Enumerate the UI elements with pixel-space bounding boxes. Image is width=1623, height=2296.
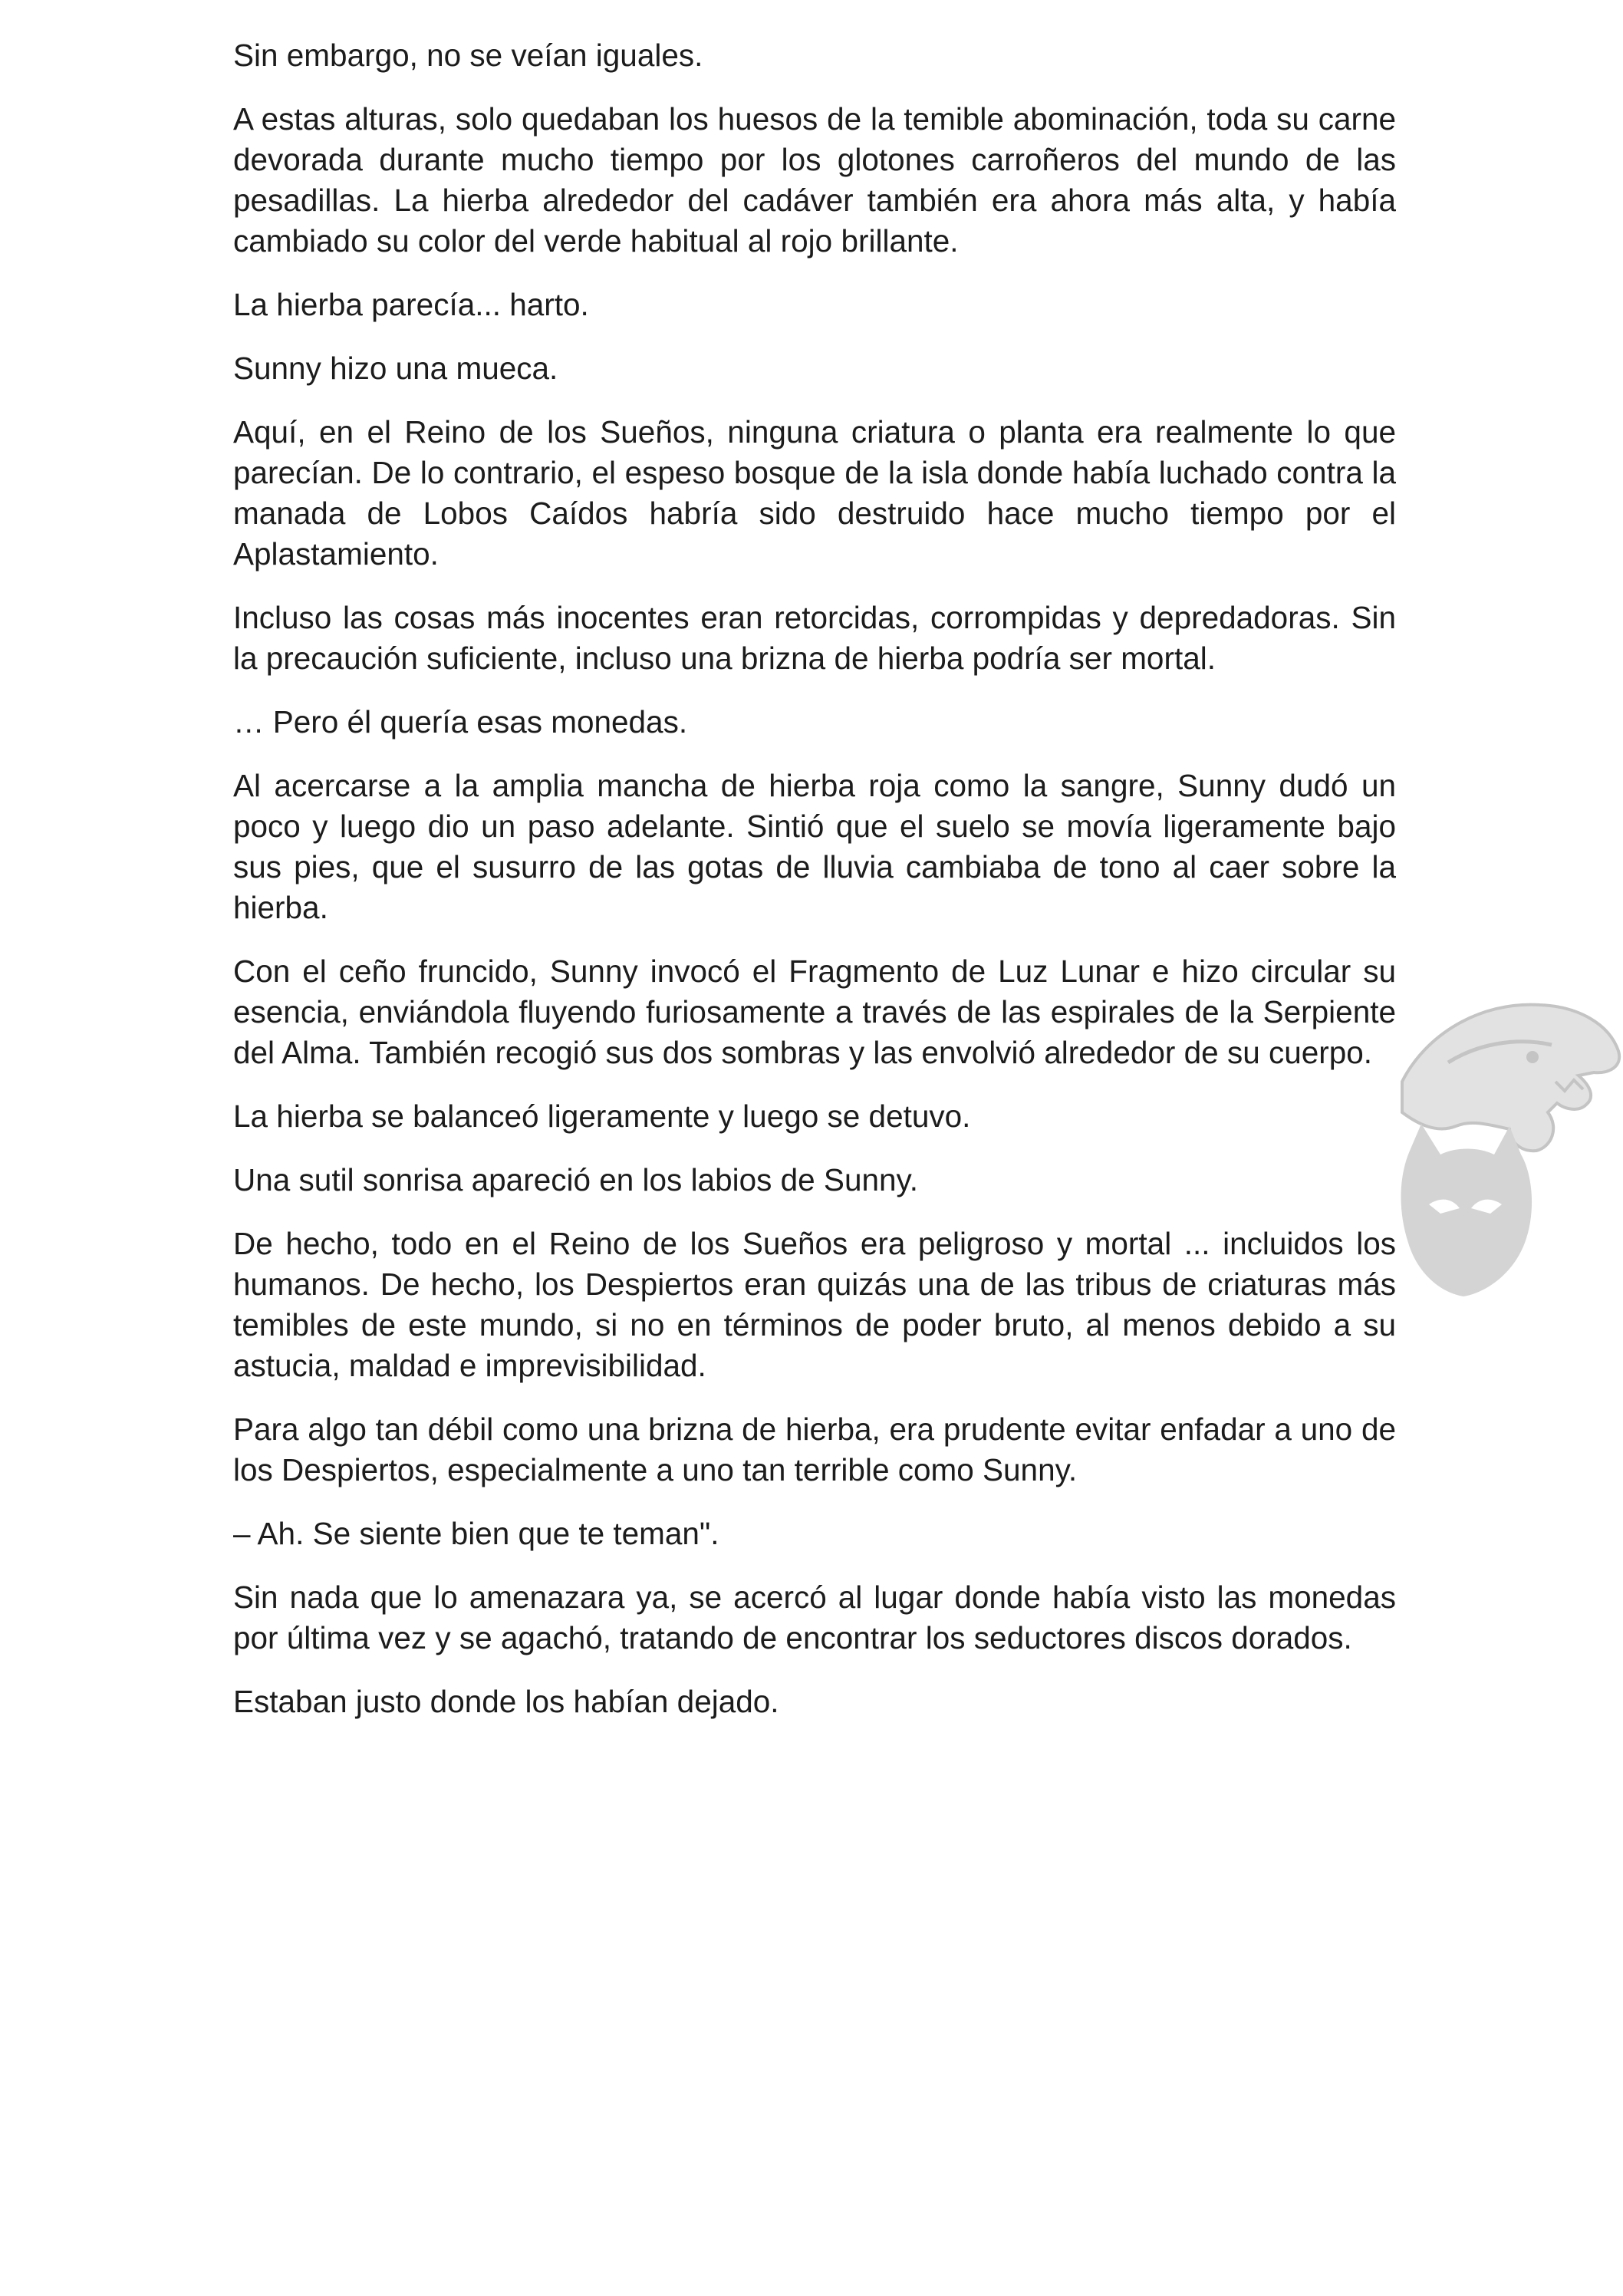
paragraph: Sin embargo, no se veían iguales. xyxy=(233,38,703,73)
paragraph: La hierba parecía... harto. xyxy=(233,287,589,322)
paragraph: Al acercarse a la amplia mancha de hierba roja como la sangre, Sunny dudó un poco y luego dio un paso adelante. Sintió que el suelo se movía ligeramente bajo sus pies, que el susurro de las gotas de lluvia cambiaba de tono al caer sobre la hierba. xyxy=(233,768,1396,925)
paragraph: Incluso las cosas más inocentes eran retorcidas, corrompidas y depredadoras. Sin la precaución suficiente, incluso una brizna de hierba podría ser mortal. xyxy=(233,600,1396,676)
dinosaur-devil-watermark-icon xyxy=(1394,990,1623,1300)
paragraph: Sin nada que lo amenazara ya, se acercó al lugar donde había visto las monedas por última vez y se agachó, tratando de encontrar los seductores discos dorados. xyxy=(233,1580,1396,1655)
paragraph: Con el ceño fruncido, Sunny invocó el Fragmento de Luz Lunar e hizo circular su esencia, enviándola fluyendo furiosamente a través de las espirales de la Serpiente del Alma. También recogió sus dos sombras y las envolvió alrededor de su cuerpo. xyxy=(233,954,1396,1070)
paragraph: Para algo tan débil como una brizna de hierba, era prudente evitar enfadar a uno de los Despiertos, especialmente a uno tan terrible como Sunny. xyxy=(233,1412,1396,1487)
paragraph: – Ah. Se siente bien que te teman". xyxy=(233,1516,719,1551)
paragraph: Una sutil sonrisa apareció en los labios de Sunny. xyxy=(233,1162,919,1197)
dinosaur-head-shape xyxy=(1402,1005,1619,1151)
paragraph: Sunny hizo una mueca. xyxy=(233,351,558,386)
paragraph: De hecho, todo en el Reino de los Sueños era peligroso y mortal ... incluidos los humanos. De hecho, los Despiertos eran quizás una de las tribus de criaturas más temibles de este mundo, si no en términos de poder bruto, al menos debido a su astucia, maldad e imprevisibilidad. xyxy=(233,1226,1396,1383)
paragraph: … Pero él quería esas monedas. xyxy=(233,704,688,740)
paragraph: Estaban justo donde los habían dejado. xyxy=(233,1684,779,1719)
paragraph: A estas alturas, solo quedaban los huesos de la temible abominación, toda su carne devorada durante mucho tiempo por los glotones carroñeros del mundo de las pesadillas. La hierba alrededor del cadáver también era ahora más alta, y había cambiado su color del verde habitual al rojo brillante. xyxy=(233,101,1396,259)
body-text xyxy=(233,35,1396,1745)
devil-face-shape xyxy=(1401,1124,1532,1296)
paragraph: La hierba se balanceó ligeramente y luego se detuvo. xyxy=(233,1099,971,1134)
paragraph: Aquí, en el Reino de los Sueños, ninguna criatura o planta era realmente lo que parecían. De lo contrario, el espeso bosque de la isla donde había luchado contra la manada de Lobos Caídos habría sido destruido hace mucho tiempo por el Aplastamiento. xyxy=(233,414,1396,572)
